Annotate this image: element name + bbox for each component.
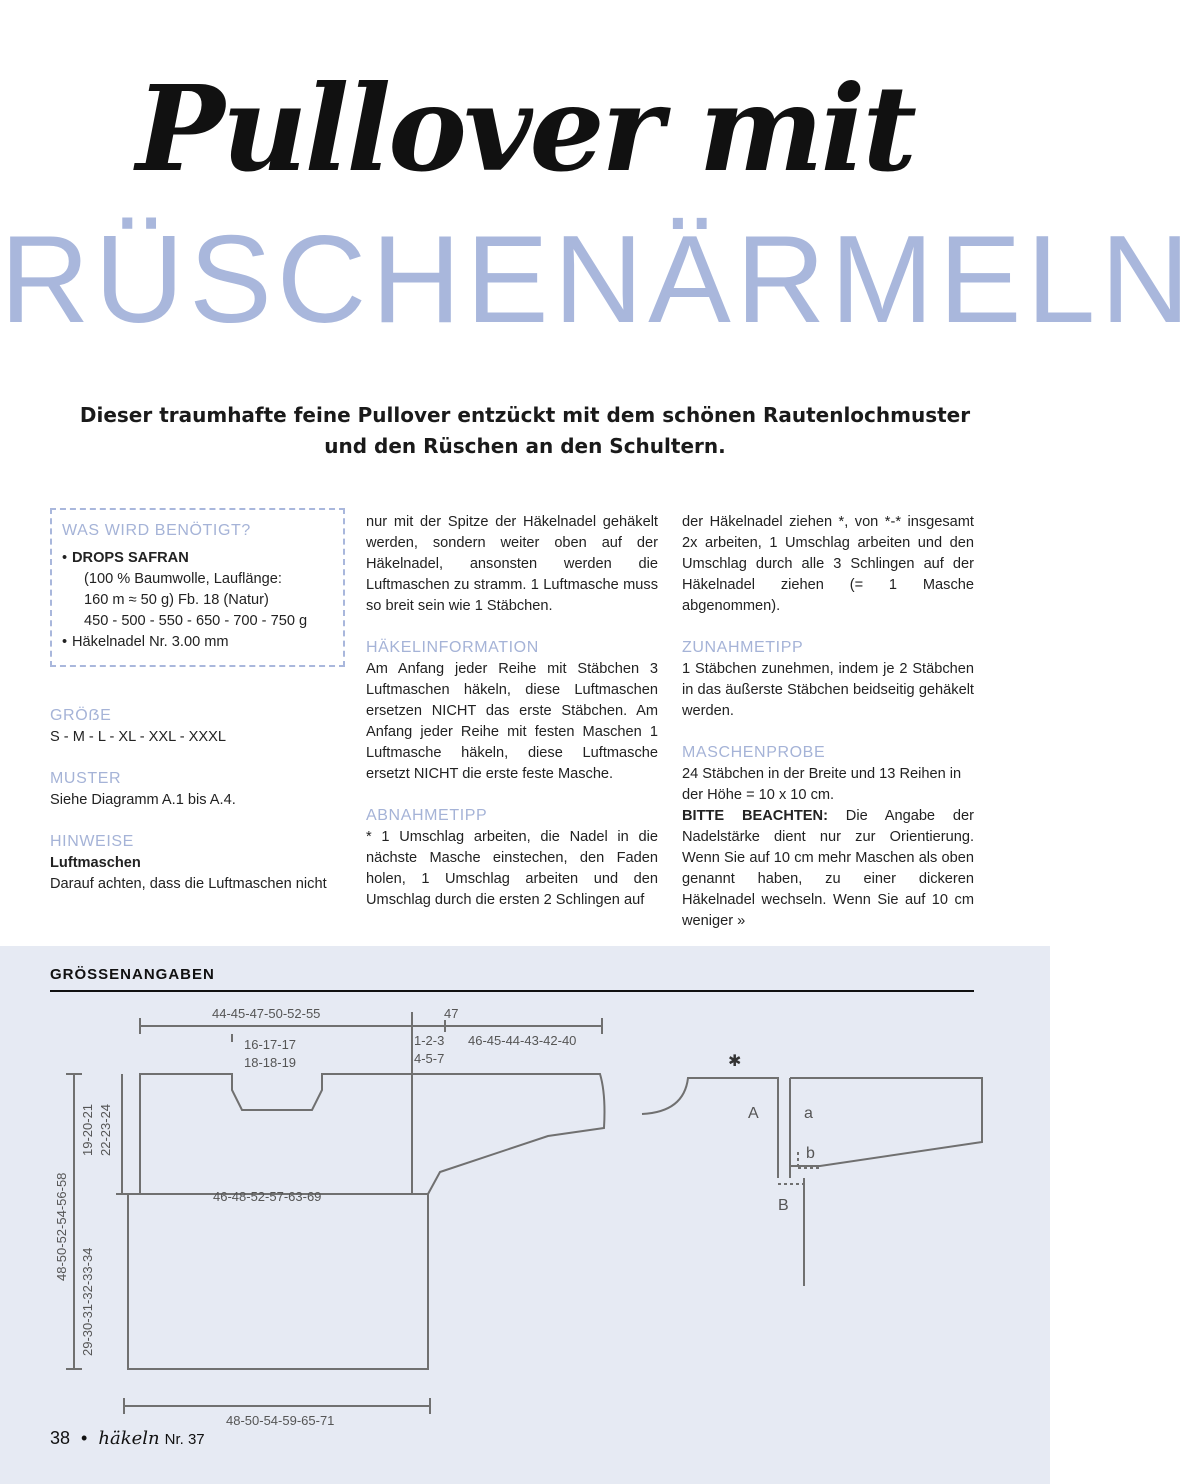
issue-number: Nr. 37: [164, 1431, 205, 1448]
label-armhole-b: 22-23-24: [98, 1103, 113, 1156]
schematic-diagram: [0, 946, 1050, 1484]
sleeve-outline: [412, 1074, 605, 1194]
label-shoulder-b: 4-5-7: [414, 1051, 445, 1066]
measurements-heading: GRÖSSENANGABEN: [50, 966, 215, 983]
right-front-curve: [642, 1078, 778, 1178]
title-caps: RÜSCHENÄRMELN: [0, 211, 1195, 349]
materials-list: [62, 548, 333, 653]
label-top-width: 44-45-47-50-52-55: [212, 1006, 321, 1021]
decrease-text-2: der Häkelnadel ziehen *, von *-* insgesamt 2x arbeiten, 1 Umschlag arbeiten und den Umschlag durch alle 3 Schlingen auf der Häkelnadel ziehen (= 1 Masche abgenommen).: [682, 514, 974, 614]
label-bottom-width: 48-50-54-59-65-71: [226, 1413, 335, 1428]
page-number: 38: [50, 1428, 71, 1448]
materials-hook: • Häkelnadel Nr. 3.00 mm: [62, 632, 333, 653]
column-3: [682, 512, 974, 932]
label-star: ✱: [728, 1053, 742, 1070]
gauge-text: 24 Stäbchen in der Breite und 13 Reihen in der Höhe = 10 x 10 cm.: [682, 766, 962, 803]
pattern-text: Siehe Diagramm A.1 bis A.4.: [50, 792, 236, 808]
pattern-heading: MUSTER: [50, 770, 122, 787]
materials-yarn-amounts: 450 - 500 - 550 - 650 - 700 - 750 g: [84, 613, 308, 629]
footer-bullet: •: [81, 1428, 88, 1448]
label-B: B: [778, 1197, 789, 1214]
label-chest: 46-48-52-57-63-69: [213, 1189, 322, 1204]
materials-box: [50, 508, 345, 667]
magazine-name: häkeln: [98, 1428, 160, 1449]
label-total-length: 48-50-52-54-56-58: [54, 1172, 69, 1281]
materials-yarn: • DROPS SAFRAN: [62, 548, 333, 569]
notes-text-1: Darauf achten, dass die Luftmaschen nicht: [50, 876, 327, 892]
column-1: [50, 512, 345, 895]
label-b: b: [806, 1145, 815, 1162]
gauge-note: BITTE BEACHTEN: Die Angabe der Nadelstärke dient nur zur Orientierung. Wenn Sie auf 10 cm mehr Maschen als oben genannt haben, zu einer dickeren Häkelnadel wechseln. Wenn Sie auf 10 cm weniger »: [682, 808, 974, 929]
label-body-length: 29-30-31-32-33-34: [80, 1247, 95, 1356]
label-a: a: [804, 1105, 813, 1122]
increase-text: 1 Stäbchen zunehmen, indem je 2 Stäbchen in das äußerste Stäbchen beidseitig gehäkelt werden.: [682, 661, 974, 719]
notes-text-2: nur mit der Spitze der Häkelnadel gehäkelt werden, sondern weiter oben auf der Häkelnadel, ansonsten werden die Luftmaschen zu stramm. 1 Luftmasche muss so breit sein wie 1 Stäbchen.: [366, 514, 658, 614]
size-text: S - M - L - XL - XXL - XXXL: [50, 729, 226, 745]
intro-line-1: Dieser traumhafte feine Pullover entzückt mit dem schönen Rautenlochmuster: [79, 403, 971, 427]
materials-yarn-detail-1: (100 % Baumwolle, Lauflänge:: [84, 571, 282, 587]
gauge-heading: MASCHENPROBE: [682, 744, 826, 761]
label-sleeve-top: 47: [444, 1006, 459, 1021]
crochet-info-heading: HÄKELINFORMATION: [366, 639, 539, 656]
size-heading: GRÖẞE: [50, 707, 112, 724]
title-script: Pullover mit: [136, 59, 914, 198]
notes-heading: HINWEISE: [50, 833, 134, 850]
intro: [60, 400, 990, 462]
label-A: A: [748, 1105, 759, 1122]
decrease-heading: ABNAHMETIPP: [366, 807, 488, 824]
label-sleeve-length: 46-45-44-43-42-40: [468, 1033, 577, 1048]
increase-heading: ZUNAHMETIPP: [682, 639, 804, 656]
label-shoulder-a: 1-2-3: [414, 1033, 445, 1048]
label-neck-b: 18-18-19: [244, 1055, 297, 1070]
crochet-info-text: Am Anfang jeder Reihe mit Stäbchen 3 Luftmaschen häkeln, diese Luftmaschen ersetzen NICHT das erste Stäbchen. Am Anfang jeder Reihe mit festen Maschen 1 Luftmasche häkeln, diese Luftmasche ersetzt NICHT die erste feste Masche.: [366, 661, 658, 782]
footer: [50, 1428, 205, 1449]
right-sleeve: [790, 1078, 982, 1166]
label-armhole-a: 19-20-21: [80, 1103, 95, 1156]
label-neck-a: 16-17-17: [244, 1037, 297, 1052]
body-outline: [128, 1074, 428, 1369]
column-2: [366, 512, 658, 911]
notes-sub: Luftmaschen: [50, 855, 141, 871]
intro-line-2: und den Rüschen an den Schultern.: [324, 434, 726, 458]
decrease-text-1: * 1 Umschlag arbeiten, die Nadel in die nächste Masche einstechen, den Faden holen, 1 Umschlag arbeiten und den Umschlag durch die ersten 2 Schlingen auf: [366, 829, 658, 908]
materials-heading: WAS WIRD BENÖTIGT?: [62, 522, 251, 539]
materials-yarn-detail-2: 160 m ≈ 50 g) Fb. 18 (Natur): [84, 592, 269, 608]
